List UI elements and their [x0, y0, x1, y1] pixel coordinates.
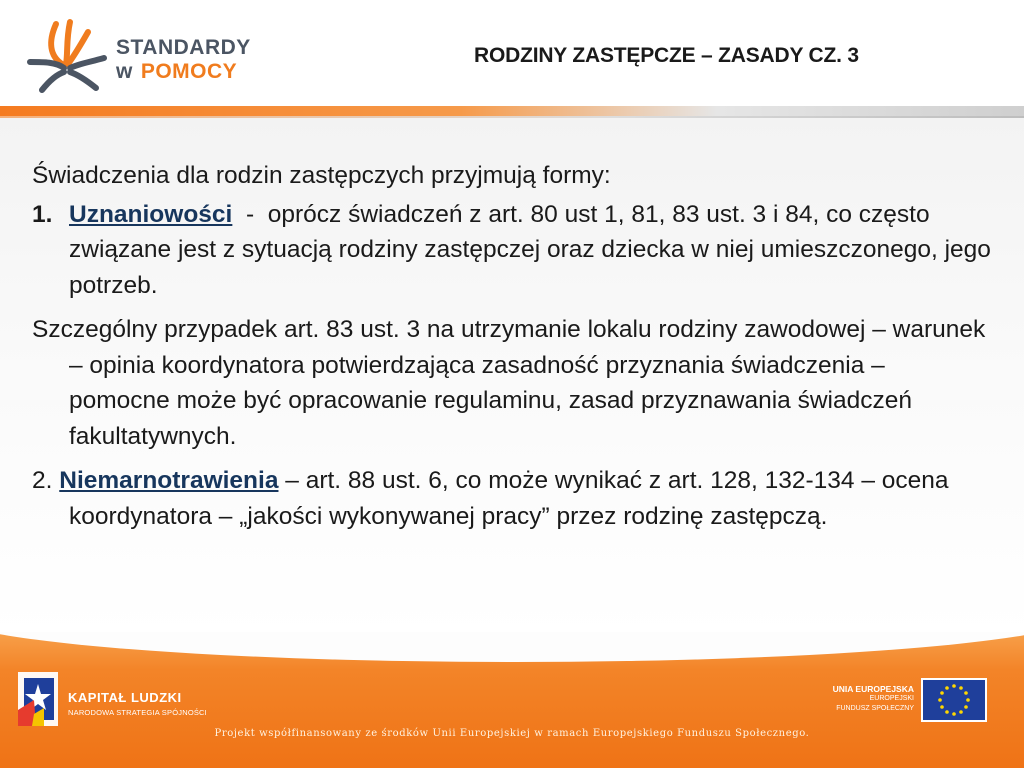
kapital-ludzki-title: KAPITAŁ LUDZKI	[68, 690, 182, 705]
eu-line1: UNIA EUROPEJSKA	[832, 684, 914, 694]
slide-body	[32, 158, 998, 543]
intro-paragraph	[32, 158, 992, 194]
special-case-paragraph	[32, 312, 992, 454]
list-item-niemarnotrawienia	[32, 463, 992, 534]
logo-text-w: w	[116, 60, 133, 83]
list-item-number: 2.	[32, 467, 53, 494]
funding-note: Projekt współfinansowany ze środków Unii Europejskiej w ramach Europejskiego Funduszu Społecznego.	[214, 728, 810, 739]
kapital-ludzki-subtitle: NARODOWA STRATEGIA SPÓJNOŚCI	[68, 708, 207, 717]
slide-header	[0, 0, 1024, 108]
logo-text-w-pomocy	[116, 60, 237, 84]
star-people-icon	[26, 18, 110, 94]
logo-text-standardy: STANDARDY	[116, 36, 251, 59]
standardy-logo	[26, 18, 256, 96]
special-case-text: Szczególny przypadek art. 83 ust. 3 na utrzymanie lokalu rodziny zawodowej – warunek – opinia koordynatora potwierdzająca zasadność przyznania świadczenia – pomocne może być opracowanie regulaminu, zasad przyznawania świadczeń fakultatywnych.	[32, 316, 986, 450]
header-divider	[0, 106, 1024, 116]
eu-line3: FUNDUSZ SPOŁECZNY	[836, 705, 914, 712]
eu-line2: EUROPEJSKI	[869, 695, 914, 702]
eu-flag-icon	[921, 678, 987, 722]
list-item-uznaniowosci	[32, 197, 998, 304]
list-item-number: 1.	[32, 200, 53, 228]
intro-text: Świadczenia dla rodzin zastępczych przyjmują formy:	[32, 162, 611, 189]
footer-swoosh	[0, 632, 1024, 662]
item2-text: – art. 88 ust. 6, co może wynikać z art. 128, 132-134 – ocena koordynatora – „jakości wykonywanej pracy” przez rodzinę zastępczą.	[69, 467, 949, 530]
item1-text: - oprócz świadczeń z art. 80 ust 1, 81, 83 ust. 3 i 84, co często związane jest z sytuacją rodziny zastępczej oraz dziecka w niej umieszczonego, jego potrzeb.	[69, 200, 998, 299]
term-niemarnotrawienia: Niemarnotrawienia	[59, 467, 279, 494]
slide-title: RODZINY ZASTĘPCZE – ZASADY CZ. 3	[474, 44, 859, 67]
logo-text-pomocy: POMOCY	[140, 60, 238, 83]
term-uznaniowosci: Uznaniowości	[69, 200, 233, 228]
kapital-ludzki-logo-icon	[14, 670, 62, 728]
eu-label	[833, 684, 914, 714]
